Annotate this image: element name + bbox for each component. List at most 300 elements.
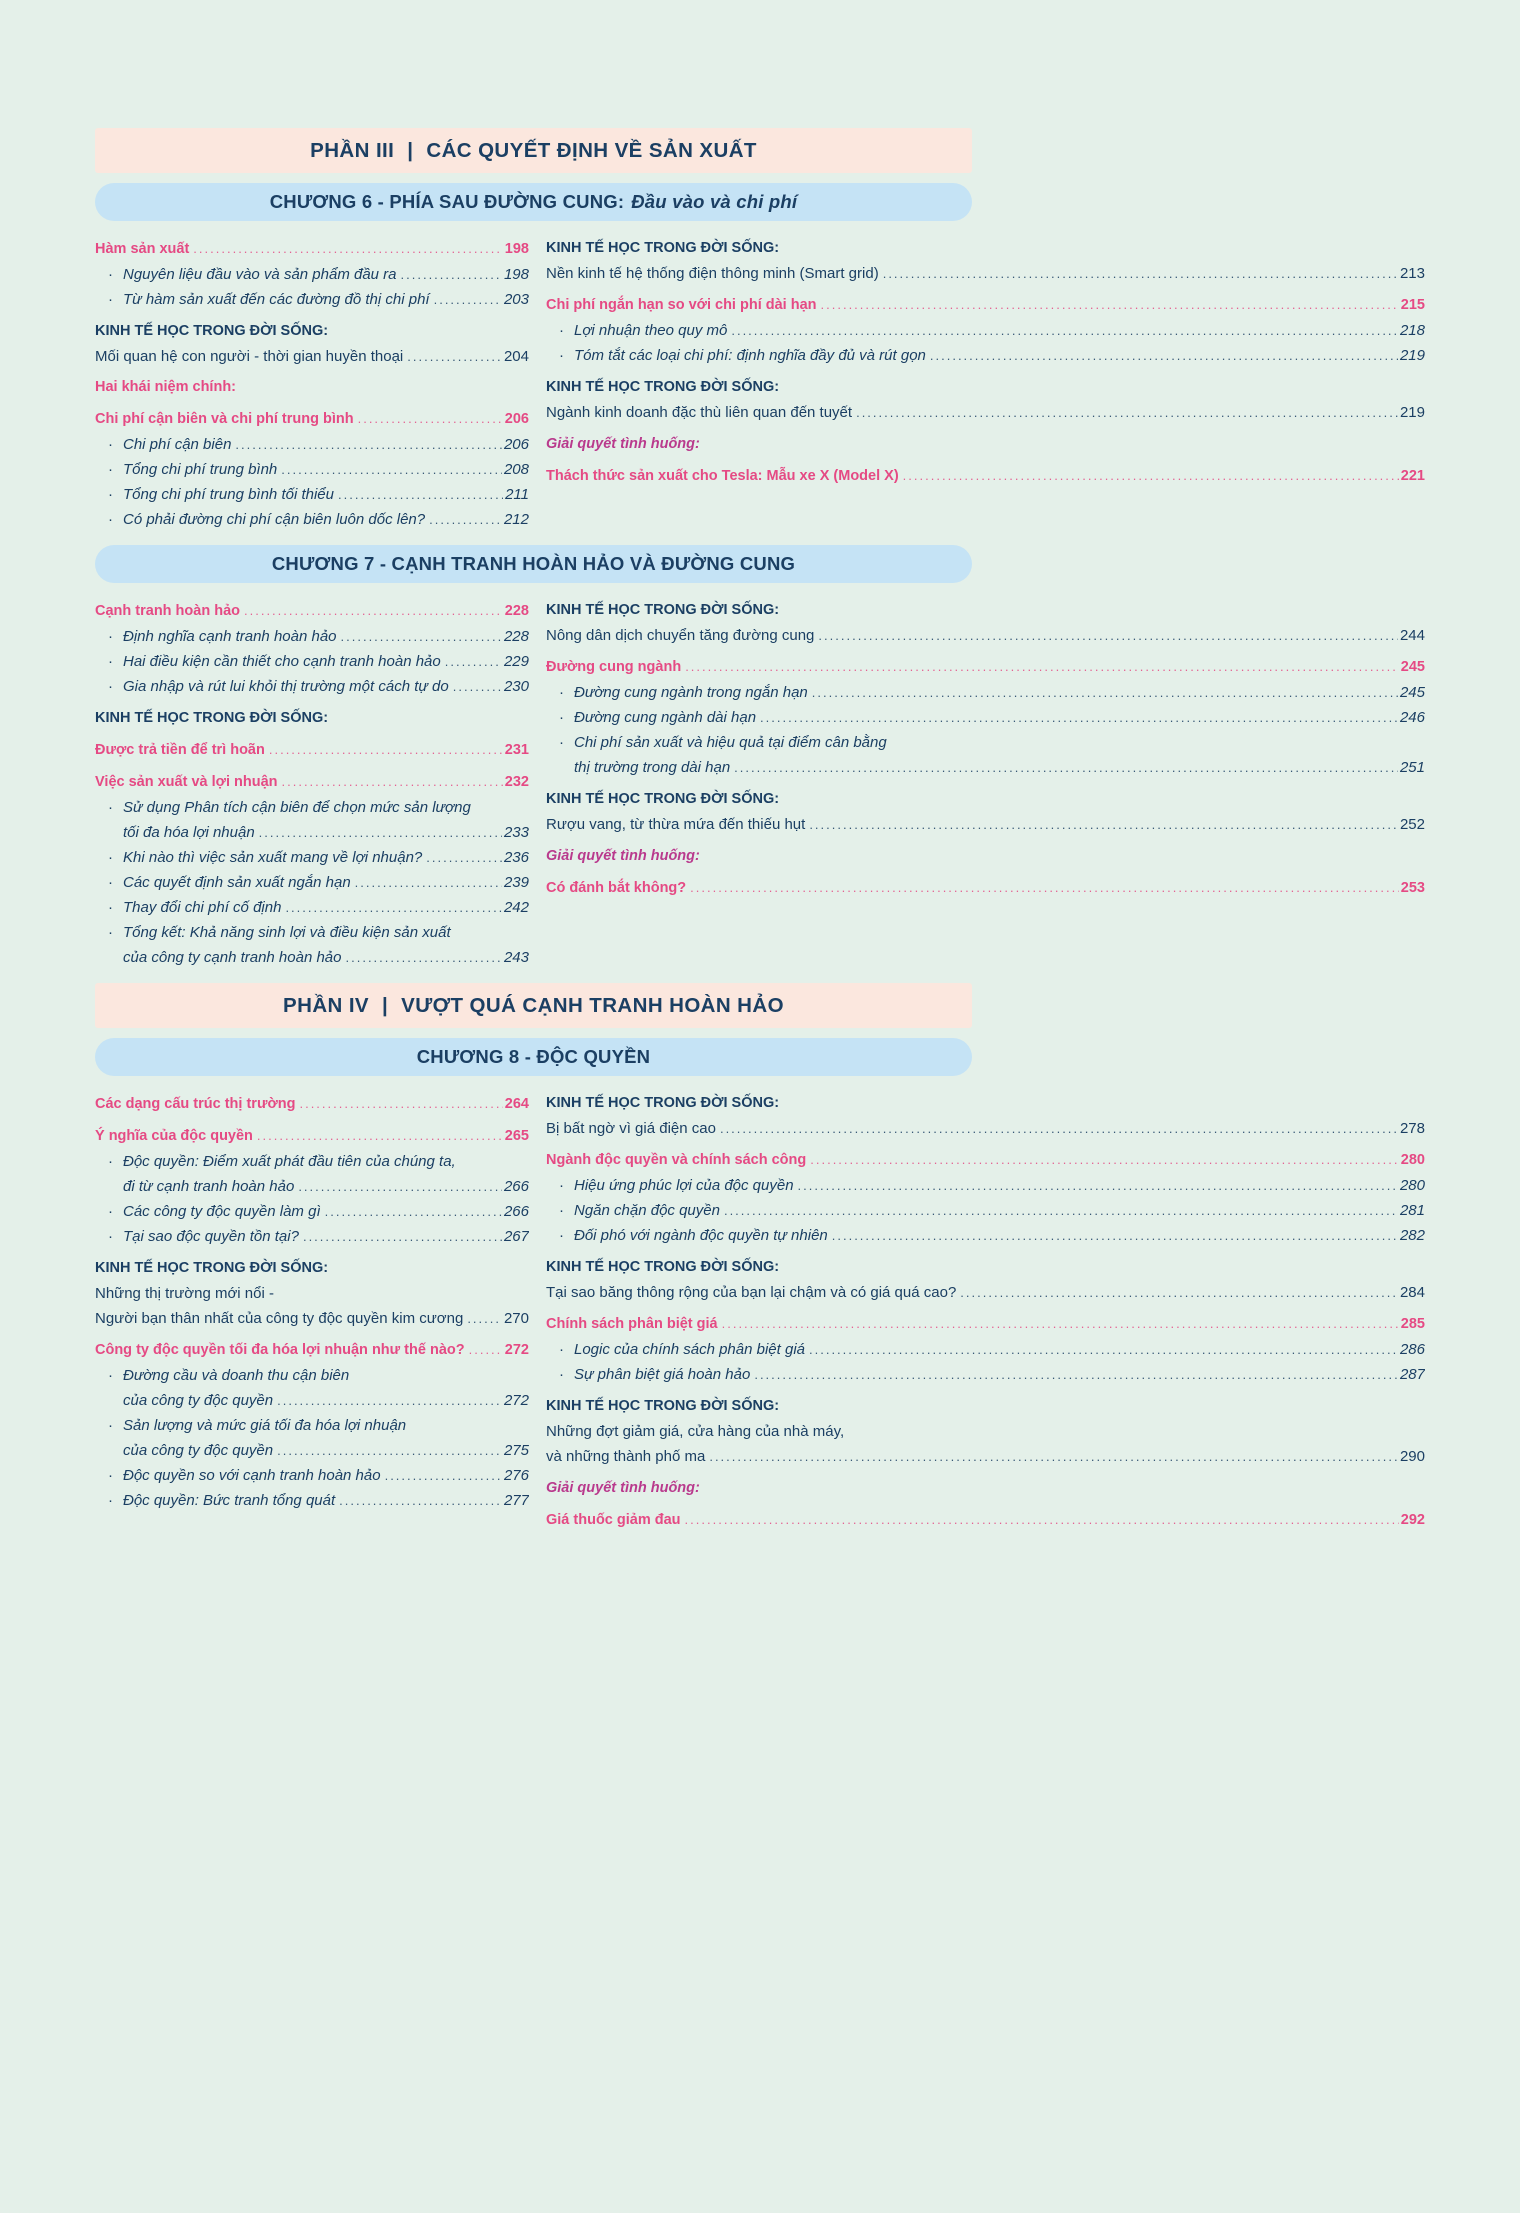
toc-entry-label: · Gia nhập và rút lui khỏi thị trường một cách tự do — [123, 678, 449, 695]
toc-entry-label: · Tại sao độc quyền tồn tại? — [123, 1228, 299, 1245]
toc-entry-main — [95, 236, 529, 262]
dot-leader — [760, 705, 1398, 730]
page-number: 266 — [503, 1203, 529, 1220]
toc-entry-line — [546, 844, 1425, 869]
page-number: 245 — [1399, 684, 1425, 701]
dot-leader — [426, 845, 502, 870]
toc-entry-label: · Các quyết định sản xuất ngắn hạn — [123, 874, 351, 891]
toc-entry-sub — [546, 1337, 1425, 1362]
toc-entry-sub — [95, 1363, 529, 1413]
toc-entry-line — [546, 812, 1425, 837]
dot-leader — [690, 875, 1399, 901]
dot-leader — [235, 432, 502, 457]
toc-entry-main — [95, 769, 529, 795]
toc-entry-line — [546, 680, 1425, 705]
page-number: 275 — [503, 1442, 529, 1459]
toc-entry-label: Giá thuốc giảm đau — [546, 1512, 681, 1528]
toc-column-left — [95, 236, 529, 532]
dot-leader — [724, 1198, 1398, 1223]
toc-entry-line — [546, 318, 1425, 343]
part-banner — [95, 983, 972, 1028]
toc-entry-main — [546, 1507, 1425, 1533]
eco-item — [546, 400, 1425, 425]
toc-entry-label: KINH TẾ HỌC TRONG ĐỜI SỐNG: — [546, 240, 780, 256]
toc-entry-line — [546, 463, 1425, 489]
toc-entry-line — [546, 236, 1425, 261]
toc-entry-label: · Khi nào thì việc sản xuất mang về lợi nhuận? — [123, 849, 423, 866]
page-number: 232 — [504, 774, 529, 790]
part-banner-title: VƯỢT QUÁ CẠNH TRANH HOÀN HẢO — [401, 993, 784, 1017]
eco-item — [546, 1116, 1425, 1141]
toc-entry-line — [95, 1438, 529, 1463]
toc-entry-line — [546, 755, 1425, 780]
toc-entry-main — [95, 737, 529, 763]
dot-leader — [720, 1116, 1398, 1141]
toc-entry-line — [95, 406, 529, 432]
toc-entry-label: Mối quan hệ con người - thời gian huyền thoại — [95, 348, 404, 365]
dot-leader — [960, 1280, 1398, 1305]
toc-entry-line — [95, 1174, 529, 1199]
toc-entry-sub — [95, 920, 529, 970]
dot-leader — [407, 344, 502, 369]
chapter-banner — [95, 545, 972, 583]
toc-entry-main — [95, 1337, 529, 1363]
toc-entry-line — [546, 598, 1425, 623]
toc-entry-label: KINH TẾ HỌC TRONG ĐỜI SỐNG: — [546, 602, 780, 618]
toc-entry-label: · Đường cầu và doanh thu cận biên — [123, 1367, 350, 1384]
toc-entry-label: Các dạng cấu trúc thị trường — [95, 1096, 296, 1112]
toc-entry-sub — [95, 845, 529, 870]
toc-entry-label: KINH TẾ HỌC TRONG ĐỜI SỐNG: — [95, 1260, 329, 1276]
page-number: 278 — [1399, 1120, 1425, 1137]
toc-entry-label: của công ty độc quyền — [123, 1392, 274, 1409]
toc-entry-label: Những đợt giảm giá, cửa hàng của nhà máy, — [546, 1423, 845, 1440]
toc-entry-main — [546, 654, 1425, 680]
toc-entry-line — [95, 1363, 529, 1388]
eco-heading — [546, 236, 1425, 261]
toc-entry-line — [546, 1255, 1425, 1280]
toc-entry-main — [546, 875, 1425, 901]
toc-entry-line — [95, 375, 529, 400]
dot-leader — [856, 400, 1398, 425]
toc-entry-label: tối đa hóa lợi nhuận — [123, 824, 255, 841]
dot-leader — [338, 482, 503, 507]
page-number: 242 — [503, 899, 529, 916]
toc-entry-sub — [95, 870, 529, 895]
toc-column-right — [546, 598, 1425, 901]
toc-entry-sub — [95, 482, 529, 507]
toc-entry-line — [95, 624, 529, 649]
toc-entry-label: Chi phí cận biên và chi phí trung bình — [95, 411, 354, 427]
dot-leader — [821, 292, 1399, 318]
toc-entry-label: Tại sao băng thông rộng của bạn lại chậm và có giá quá cao? — [546, 1284, 957, 1301]
dot-leader — [469, 1337, 503, 1363]
toc-entry-label: · Sự phân biệt giá hoàn hảo — [574, 1366, 751, 1383]
toc-entry-sub — [95, 795, 529, 845]
page-number: 231 — [504, 742, 529, 758]
toc-entry-line — [95, 1488, 529, 1513]
dot-leader — [453, 674, 502, 699]
page-number: 206 — [503, 436, 529, 453]
toc-entry-sub — [546, 343, 1425, 368]
toc-entry-label: · Tóm tắt các loại chi phí: định nghĩa đầy đủ và rút gọn — [574, 347, 926, 364]
toc-entry-line — [546, 1507, 1425, 1533]
toc-entry-label: Hai khái niệm chính: — [95, 379, 236, 395]
toc-entry-line — [95, 482, 529, 507]
page-number: 230 — [503, 678, 529, 695]
toc-entry-sub — [546, 1198, 1425, 1223]
toc-column-left — [95, 598, 529, 970]
toc-entry-line — [95, 895, 529, 920]
toc-entry-line — [546, 292, 1425, 318]
page-number: 286 — [1399, 1341, 1425, 1358]
toc-entry-label: · Độc quyền: Bức tranh tổng quát — [123, 1492, 336, 1509]
page-number: 203 — [503, 291, 529, 308]
toc-entry-label: Chính sách phân biệt giá — [546, 1316, 718, 1332]
toc-entry-label: KINH TẾ HỌC TRONG ĐỜI SỐNG: — [95, 710, 329, 726]
toc-entry-label: Được trả tiền để trì hoãn — [95, 742, 265, 758]
toc-entry-line — [95, 1224, 529, 1249]
toc-entry-label: của công ty độc quyền — [123, 1442, 274, 1459]
toc-entry-sub — [95, 1149, 529, 1199]
toc-entry-sub — [95, 1463, 529, 1488]
page-number: 281 — [1399, 1202, 1425, 1219]
case-heading — [546, 432, 1425, 457]
toc-entry-label: · Tổng kết: Khả năng sinh lợi và điều kiện sản xuất — [123, 924, 451, 941]
toc-entry-line — [546, 654, 1425, 680]
toc-entry-label: Việc sản xuất và lợi nhuận — [95, 774, 278, 790]
toc-entry-label: KINH TẾ HỌC TRONG ĐỜI SỐNG: — [546, 1095, 780, 1111]
page-number: 280 — [1400, 1152, 1425, 1168]
page-number: 287 — [1399, 1366, 1425, 1383]
toc-entry-main — [95, 375, 529, 400]
eco-heading — [546, 1394, 1425, 1419]
case-heading — [546, 844, 1425, 869]
toc-entry-main — [546, 463, 1425, 489]
dot-leader — [810, 1147, 1399, 1173]
toc-entry-line — [95, 1199, 529, 1224]
toc-columns — [95, 598, 1425, 970]
toc-entry-label: · Các công ty độc quyền làm gì — [123, 1203, 321, 1220]
toc-entry-line — [95, 920, 529, 945]
toc-entry-label: Giải quyết tình huống: — [546, 1480, 700, 1496]
toc-entry-label: · Sản lượng và mức giá tối đa hóa lợi nhuận — [123, 1417, 407, 1434]
dot-leader — [809, 812, 1398, 837]
eco-item — [95, 344, 529, 369]
toc-entry-sub — [95, 1199, 529, 1224]
chapter-banner-title: CHƯƠNG 6 - PHÍA SAU ĐƯỜNG CUNG: — [269, 191, 625, 212]
toc-entry-line — [95, 820, 529, 845]
page-number: 292 — [1400, 1512, 1425, 1528]
toc-entry-label: · Đường cung ngành trong ngắn hạn — [574, 684, 808, 701]
page-number: 265 — [504, 1128, 529, 1144]
page-number: 280 — [1399, 1177, 1425, 1194]
toc-entry-main — [95, 1123, 529, 1149]
toc-entry-label: Ngành độc quyền và chính sách công — [546, 1152, 807, 1168]
eco-item — [95, 1281, 529, 1331]
toc-entry-line — [546, 432, 1425, 457]
dot-leader — [325, 1199, 502, 1224]
toc-entry-line — [95, 1256, 529, 1281]
dot-leader — [259, 820, 502, 845]
toc-entry-line — [546, 1116, 1425, 1141]
toc-entry-line — [95, 262, 529, 287]
eco-heading — [546, 375, 1425, 400]
dot-leader — [401, 262, 502, 287]
dot-leader — [277, 1388, 502, 1413]
dot-leader — [341, 624, 502, 649]
page-number: 277 — [503, 1492, 529, 1509]
part-banner-divider: | — [382, 993, 389, 1017]
toc-entry-label: · Tổng chi phí trung bình tối thiểu — [123, 486, 334, 503]
chapter-banner-title: CHƯƠNG 7 - CẠNH TRANH HOÀN HẢO VÀ ĐƯỜNG CUNG — [271, 553, 796, 574]
page-number: 270 — [503, 1310, 529, 1327]
dot-leader — [903, 463, 1399, 489]
dot-leader — [299, 1091, 502, 1117]
toc-column-left — [95, 1091, 529, 1513]
dot-leader — [812, 680, 1398, 705]
toc-entry-line — [95, 344, 529, 369]
page-number: 243 — [503, 949, 529, 966]
toc-entry-label: · Lợi nhuận theo quy mô — [574, 322, 728, 339]
toc-entry-line — [95, 457, 529, 482]
toc-entry-main — [95, 1091, 529, 1117]
toc-entry-main — [95, 406, 529, 432]
page-number: 198 — [503, 266, 529, 283]
case-heading — [546, 1476, 1425, 1501]
page-number: 228 — [504, 603, 529, 619]
page-number: 284 — [1399, 1284, 1425, 1301]
toc-entry-line — [95, 1091, 529, 1117]
page-number: 236 — [503, 849, 529, 866]
page-number: 251 — [1399, 759, 1425, 776]
page-number: 208 — [503, 461, 529, 478]
toc-entry-line — [546, 787, 1425, 812]
page-number: 211 — [505, 486, 529, 503]
toc-entry-line — [546, 1444, 1425, 1469]
toc-entry-sub — [546, 705, 1425, 730]
toc-entry-sub — [546, 730, 1425, 780]
toc-entry-sub — [95, 287, 529, 312]
page-number: 204 — [503, 348, 529, 365]
toc-entry-sub — [546, 1362, 1425, 1387]
toc-entry-label: Hàm sản xuất — [95, 241, 190, 257]
page-number: 218 — [1399, 322, 1425, 339]
part-banner-part: PHẦN IV — [283, 993, 369, 1017]
toc-entry-line — [95, 1123, 529, 1149]
page-number: 267 — [503, 1228, 529, 1245]
toc-entry-label: · Có phải đường chi phí cận biên luôn dốc lên? — [123, 511, 426, 528]
eco-heading — [546, 598, 1425, 623]
page-number: 233 — [503, 824, 529, 841]
toc-entry-label: · Đường cung ngành dài hạn — [574, 709, 757, 726]
toc-entry-line — [95, 1337, 529, 1363]
dot-leader — [731, 318, 1398, 343]
toc-entry-line — [95, 737, 529, 763]
toc-entry-label: Thách thức sản xuất cho Tesla: Mẫu xe X (Model X) — [546, 468, 899, 484]
page-number: 206 — [504, 411, 529, 427]
part-banner-divider: | — [407, 138, 414, 162]
eco-heading — [95, 1256, 529, 1281]
dot-leader — [883, 261, 1398, 286]
eco-item — [546, 1280, 1425, 1305]
toc-entry-line — [95, 945, 529, 970]
toc-entry-line — [95, 1281, 529, 1306]
toc-entry-sub — [546, 1173, 1425, 1198]
page-number: 244 — [1399, 627, 1425, 644]
dot-leader — [257, 1123, 503, 1149]
page-number: 212 — [503, 511, 529, 528]
toc-entry-sub — [95, 624, 529, 649]
toc-entry-sub — [95, 674, 529, 699]
toc-entry-label: Rượu vang, từ thừa mứa đến thiếu hụt — [546, 816, 806, 833]
toc-entry-line — [546, 1198, 1425, 1223]
dot-leader — [385, 1463, 502, 1488]
toc-entry-label: và những thành phố ma — [546, 1448, 706, 1465]
toc-entry-line — [546, 400, 1425, 425]
toc-entry-main — [546, 292, 1425, 318]
toc-entry-label: · Chi phí sản xuất và hiệu quả tại điểm cân bằng — [574, 734, 887, 751]
toc-entry-line — [546, 1419, 1425, 1444]
eco-item — [546, 623, 1425, 648]
page-number: 253 — [1400, 880, 1425, 896]
toc-entry-label: thị trường trong dài hạn — [574, 759, 731, 776]
toc-entry-line — [95, 319, 529, 344]
dot-leader — [358, 406, 503, 432]
toc-entry-line — [95, 1306, 529, 1331]
toc-entry-label: Ngành kinh doanh đặc thù liên quan đến tuyết — [546, 404, 853, 421]
toc-entry-main — [546, 1147, 1425, 1173]
toc-entry-sub — [95, 507, 529, 532]
toc-entry-sub — [95, 1413, 529, 1463]
toc-entry-label: · Tổng chi phí trung bình — [123, 461, 278, 478]
toc-entry-line — [95, 674, 529, 699]
toc-entry-label: · Hai điều kiện cần thiết cho cạnh tranh hoàn hảo — [123, 653, 441, 670]
dot-leader — [722, 1311, 1399, 1337]
toc-entry-line — [546, 1476, 1425, 1501]
toc-entry-line — [546, 1173, 1425, 1198]
dot-leader — [734, 755, 1398, 780]
toc-entry-line — [546, 261, 1425, 286]
toc-entry-line — [95, 706, 529, 731]
toc-entry-label: của công ty cạnh tranh hoàn hảo — [123, 949, 342, 966]
toc-entry-line — [546, 1394, 1425, 1419]
toc-entry-label: Công ty độc quyền tối đa hóa lợi nhuận như thế nào? — [95, 1342, 465, 1358]
eco-item — [546, 261, 1425, 286]
toc-entry-line — [546, 705, 1425, 730]
toc-entry-line — [95, 507, 529, 532]
chapter-banner — [95, 183, 972, 221]
toc-entry-sub — [546, 318, 1425, 343]
dot-leader — [339, 1488, 502, 1513]
page-number: 198 — [504, 241, 529, 257]
toc-entry-label: Giải quyết tình huống: — [546, 848, 700, 864]
toc-entry-line — [546, 1311, 1425, 1337]
toc-entry-sub — [546, 680, 1425, 705]
toc-entry-sub — [95, 262, 529, 287]
toc-column-right — [546, 236, 1425, 489]
dot-leader — [930, 343, 1398, 368]
dot-leader — [303, 1224, 502, 1249]
toc-entry-sub — [95, 457, 529, 482]
toc-entry-line — [95, 1463, 529, 1488]
toc-entry-line — [95, 432, 529, 457]
dot-leader — [445, 649, 502, 674]
toc-entry-line — [546, 1223, 1425, 1248]
toc-entry-line — [546, 1091, 1425, 1116]
toc-entry-label: Đường cung ngành — [546, 659, 682, 675]
toc-entry-label: đi từ cạnh tranh hoàn hảo — [123, 1178, 295, 1195]
chapter-banner-subtitle: Đầu vào và chi phí — [631, 191, 798, 212]
dot-leader — [818, 623, 1398, 648]
toc-entry-label: KINH TẾ HỌC TRONG ĐỜI SỐNG: — [546, 1259, 780, 1275]
toc-entry-line — [546, 730, 1425, 755]
toc-entry-line — [546, 375, 1425, 400]
page-number: 272 — [503, 1392, 529, 1409]
toc-entry-label: · Độc quyền so với cạnh tranh hoàn hảo — [123, 1467, 381, 1484]
part-banner-title: CÁC QUYẾT ĐỊNH VỀ SẢN XUẤT — [426, 138, 757, 162]
toc-entry-sub — [95, 432, 529, 457]
page-number: 239 — [503, 874, 529, 891]
toc-entry-label: KINH TẾ HỌC TRONG ĐỜI SỐNG: — [546, 791, 780, 807]
dot-leader — [281, 457, 502, 482]
toc-entry-line — [95, 769, 529, 795]
toc-entry-line — [95, 598, 529, 624]
toc-entry-sub — [95, 649, 529, 674]
toc-entry-label: KINH TẾ HỌC TRONG ĐỜI SỐNG: — [95, 323, 329, 339]
dot-leader — [754, 1362, 1398, 1387]
toc-entry-main — [546, 1311, 1425, 1337]
toc-entry-main — [95, 598, 529, 624]
toc-entry-label: · Logic của chính sách phân biệt giá — [574, 1341, 805, 1358]
page-number: 266 — [503, 1178, 529, 1195]
toc-entry-line — [546, 1362, 1425, 1387]
chapter-banner-title: CHƯƠNG 8 - ĐỘC QUYỀN — [416, 1046, 651, 1067]
dot-leader — [685, 1507, 1399, 1533]
toc-entry-label: Cạnh tranh hoàn hảo — [95, 603, 240, 619]
eco-heading — [546, 1255, 1425, 1280]
eco-heading — [95, 319, 529, 344]
dot-leader — [282, 769, 503, 795]
toc-entry-label: · Thay đổi chi phí cố định — [123, 899, 282, 916]
toc-entry-line — [95, 845, 529, 870]
toc-entry-label: · Sử dụng Phân tích cận biên để chọn mức sản lượng — [123, 799, 471, 816]
toc-entry-label: · Nguyên liệu đầu vào và sản phẩm đầu ra — [123, 266, 397, 283]
toc-entry-label: · Định nghĩa cạnh tranh hoàn hảo — [123, 628, 337, 645]
eco-heading — [95, 706, 529, 731]
toc-entry-line — [95, 649, 529, 674]
dot-leader — [798, 1173, 1398, 1198]
dot-leader — [434, 287, 502, 312]
page-number: 264 — [504, 1096, 529, 1112]
toc-entry-sub — [546, 1223, 1425, 1248]
toc-entry-line — [546, 623, 1425, 648]
dot-leader — [429, 507, 502, 532]
page-number: 219 — [1399, 404, 1425, 421]
dot-leader — [355, 870, 502, 895]
toc-entry-label: · Độc quyền: Điểm xuất phát đầu tiên của chúng ta, — [123, 1153, 456, 1170]
toc-entry-label: Bị bất ngờ vì giá điện cao — [546, 1120, 716, 1137]
dot-leader — [346, 945, 502, 970]
toc-entry-line — [546, 875, 1425, 901]
toc-columns — [95, 1091, 1425, 1533]
page-number: 228 — [503, 628, 529, 645]
page-number: 221 — [1400, 468, 1425, 484]
dot-leader — [709, 1444, 1398, 1469]
toc-entry-label: · Chi phí cận biên — [123, 436, 232, 453]
toc-entry-label: Giải quyết tình huống: — [546, 436, 700, 452]
toc-entry-line — [95, 1413, 529, 1438]
